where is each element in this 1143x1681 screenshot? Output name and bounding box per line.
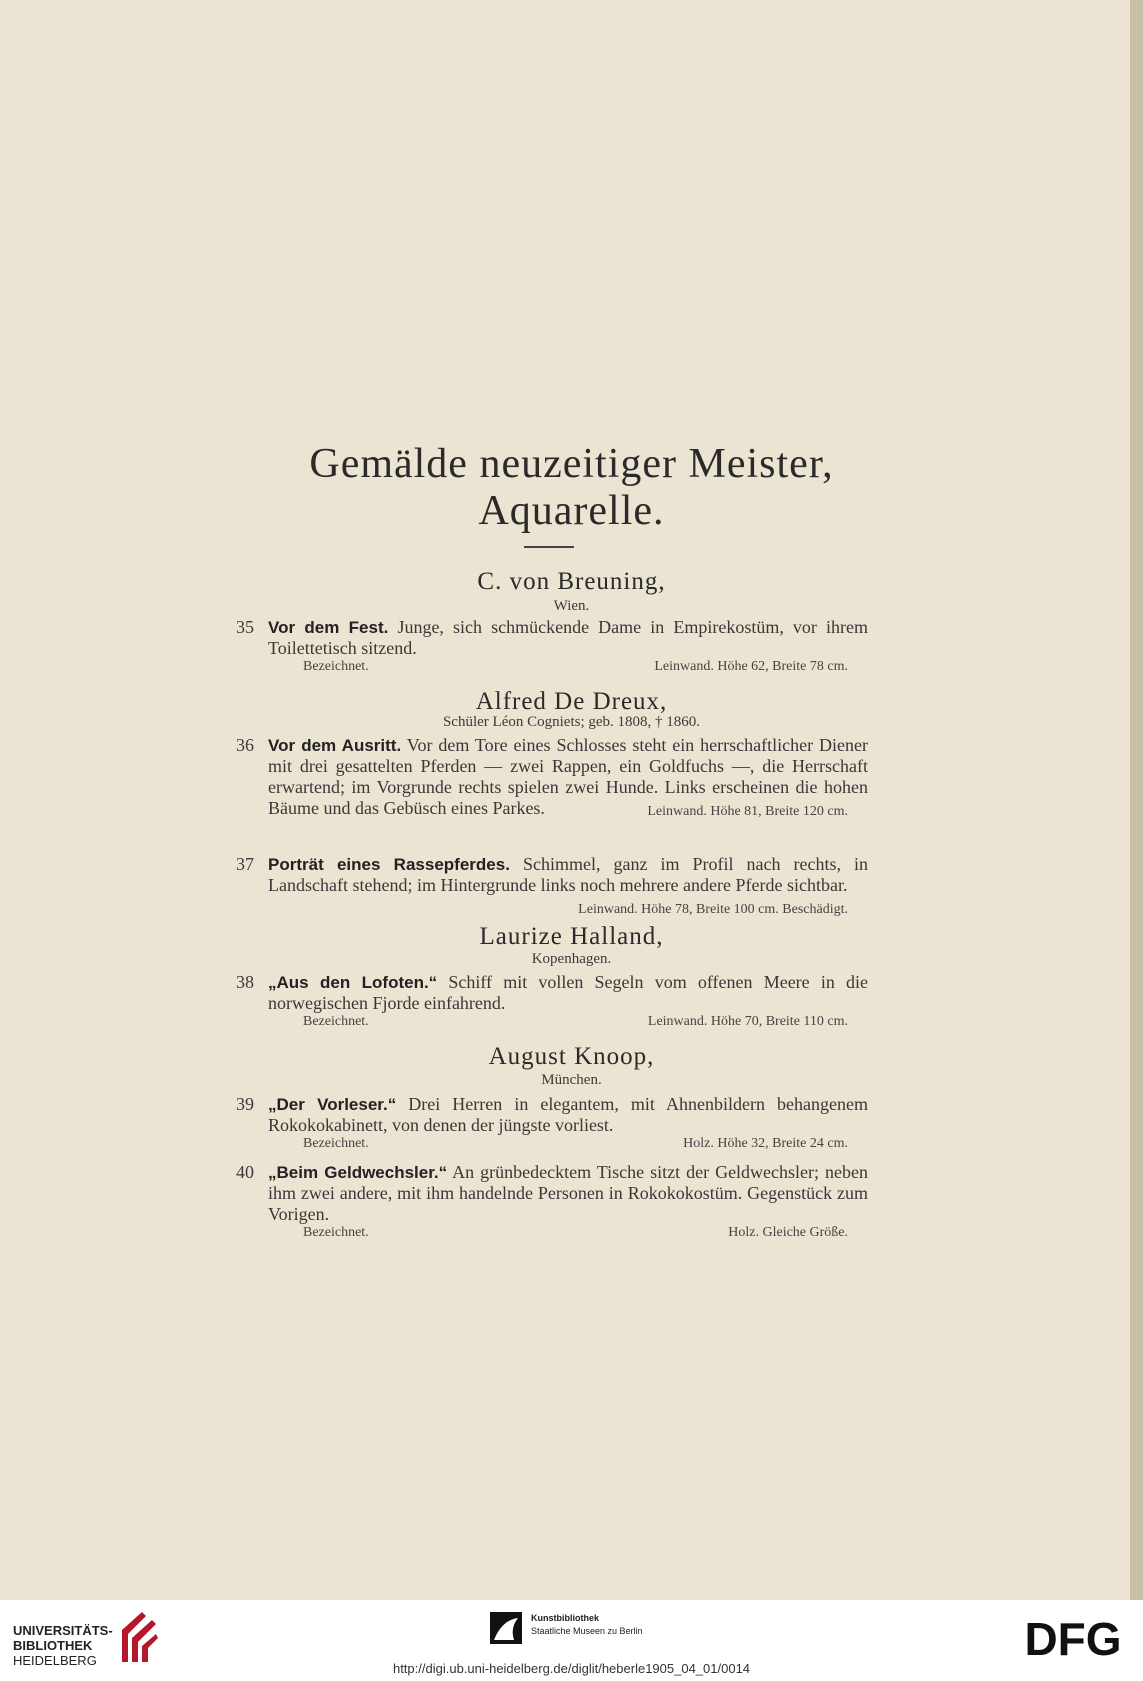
dfg-logo-text: DFG: [1024, 1615, 1122, 1660]
entry-title: „Aus den Lofoten.“: [268, 973, 438, 992]
page-title-line2: Aquarelle.: [478, 488, 665, 534]
kunstbibliothek-logo-icon[interactable]: [488, 1610, 524, 1646]
entry-number: 37: [236, 854, 254, 874]
entry-details: Leinwand. Höhe 81, Breite 120 cm.: [647, 804, 848, 819]
ub-line2: BIBLIOTHEK: [13, 1638, 93, 1653]
entry-body: [268, 854, 869, 917]
entry-meta: [268, 1136, 868, 1154]
catalog-entry-36: [236, 735, 868, 822]
entry-description: Junge, sich schmückende Dame in Empirekostüm, vor ihrem Toilettetisch sitzend.: [268, 617, 868, 658]
catalog-entry-35: [236, 617, 868, 677]
artist-name: Alfred De Dreux,: [475, 688, 668, 715]
kb-line2: Staatliche Museen zu Berlin: [531, 1626, 643, 1636]
artist-place: Kopenhagen.: [531, 951, 612, 967]
entry-body: [268, 1094, 868, 1136]
artist-place: Schüler Léon Cogniets; geb. 1808, † 1860.: [442, 714, 701, 730]
entry-details: Holz. Höhe 32, Breite 24 cm.: [683, 1136, 848, 1151]
ub-line3: HEIDELBERG: [13, 1653, 97, 1668]
entry-meta: [268, 659, 868, 677]
dfg-logo-icon[interactable]: [1016, 1615, 1131, 1660]
title-divider: [524, 546, 574, 548]
entry-signed: Bezeichnet.: [303, 1136, 369, 1151]
kunstbibliothek-label[interactable]: [531, 1612, 643, 1638]
entry-signed: Bezeichnet.: [303, 1225, 369, 1240]
entry-signed: Bezeichnet.: [303, 1014, 369, 1029]
catalog-entry-37: [236, 854, 868, 920]
entry-meta: [268, 1225, 868, 1243]
page-title-line1: Gemälde neuzeitiger Meister,: [309, 441, 834, 487]
entry-description: Vor dem Tore eines Schlosses steht ein herrschaftlicher Diener mit drei gesattelten Pferden — zwei Rappen, ein Goldfuchs —, die Herrschaft erwartend; im Vorgrunde rechts spielen zwei Hunde. Links erscheinen die hohen Bäume und das Gebüsch eines Parkes.: [268, 735, 868, 818]
entry-details: Holz. Gleiche Größe.: [728, 1225, 848, 1240]
entry-title: „Beim Geldwechsler.“: [268, 1163, 448, 1182]
kb-line1: Kunstbibliothek: [531, 1613, 599, 1623]
entry-number: 40: [236, 1162, 254, 1182]
entry-description: Schiff mit vollen Segeln vom offenen Meere in die norwegischen Fjorde einfahrend.: [268, 972, 869, 1013]
artist-place: Wien.: [553, 598, 590, 614]
entry-signed: Bezeichnet.: [303, 659, 369, 674]
entry-meta: [268, 1014, 868, 1032]
entry-number: 35: [236, 617, 254, 637]
entry-body: [268, 972, 868, 1014]
entry-description: An grünbedecktem Tische sitzt der Geldwechsler; neben ihm zwei andere, mit ihm handelnde Personen in Rokokokostüm. Gegenstück zum Vorigen.: [268, 1162, 868, 1224]
page-url[interactable]: http://digi.ub.uni-heidelberg.de/diglit/heberle1905_04_01/0014: [392, 1661, 751, 1676]
artist-name: August Knoop,: [488, 1043, 655, 1070]
entry-body: [268, 735, 868, 819]
entry-body: [268, 1162, 868, 1225]
entry-body: [268, 617, 868, 659]
entry-details: Leinwand. Höhe 70, Breite 110 cm.: [647, 1014, 848, 1029]
entry-title: „Der Vorleser.“: [268, 1095, 397, 1114]
entry-details: Leinwand. Höhe 78, Breite 100 cm. Beschädigt.: [578, 902, 848, 917]
entry-number: 36: [236, 735, 254, 755]
entry-number: 39: [236, 1094, 254, 1114]
entry-number: 38: [236, 972, 254, 992]
entry-description: Schimmel, ganz im Profil nach rechts, in Landschaft stehend; im Hintergrunde links noch mehrere andere Pferde sichtbar.: [268, 854, 869, 895]
catalog-entry-38: [236, 972, 868, 1032]
page-edge: [1130, 0, 1143, 1600]
entry-description: Drei Herren in elegantem, mit Ahnenbildern behangenem Rokokokabinett, von denen der jüngste vorliest.: [268, 1094, 868, 1135]
entry-title: Porträt eines Rassepferdes.: [268, 855, 510, 874]
artist-place: München.: [541, 1072, 602, 1088]
ub-line1: UNIVERSITÄTS-: [13, 1623, 113, 1638]
entry-title: Vor dem Ausritt.: [268, 736, 402, 755]
artist-name: C. von Breuning,: [477, 568, 666, 595]
entry-title: Vor dem Fest.: [268, 618, 389, 637]
artist-name: Laurize Halland,: [479, 923, 664, 950]
catalog-entry-40: [236, 1162, 868, 1243]
catalog-entry-39: [236, 1094, 868, 1154]
entry-details: Leinwand. Höhe 62, Breite 78 cm.: [654, 659, 848, 674]
ub-logo-icon[interactable]: [118, 1608, 160, 1666]
